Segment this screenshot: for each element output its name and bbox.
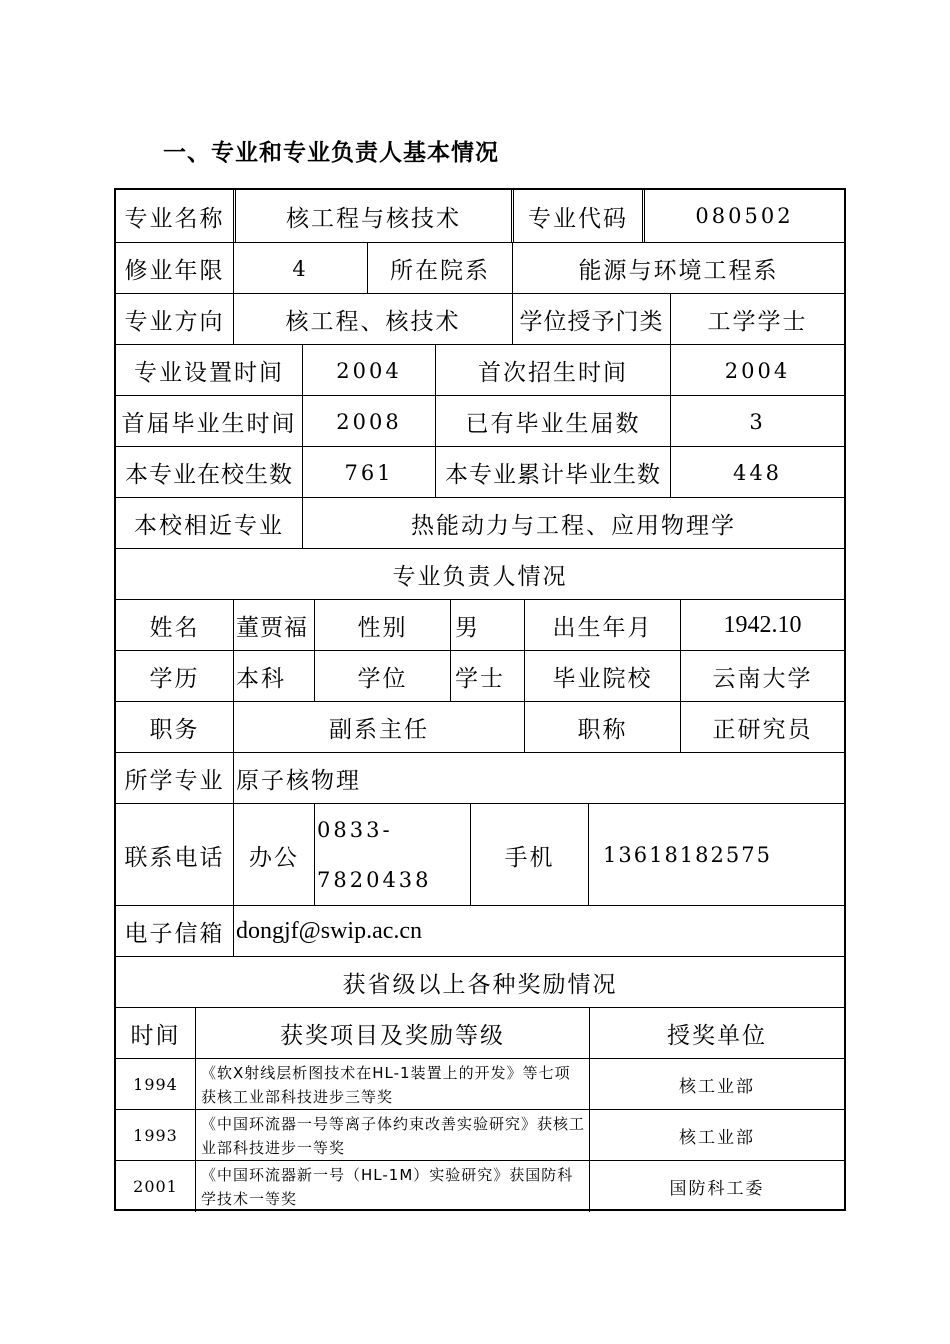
office-phone-line2: 7820438 bbox=[317, 868, 432, 892]
awards-header-row bbox=[116, 1007, 844, 1059]
field-label: 所学专业 bbox=[124, 768, 225, 794]
row-first-grad bbox=[116, 395, 844, 447]
field-value: 原子核物理 bbox=[233, 753, 844, 804]
degree-cat-label: 学位授予门类 bbox=[512, 294, 670, 345]
office-phone-value bbox=[314, 804, 470, 906]
page-title: 一、专业和专业负责人基本情况 bbox=[163, 140, 499, 166]
award-year: 2001 bbox=[133, 1177, 178, 1196]
row-leader-field bbox=[116, 752, 844, 804]
birth-label: 出生年月 bbox=[524, 600, 680, 651]
degree-value: 学士 bbox=[450, 651, 524, 702]
awards-header-item: 获奖项目及奖励等级 bbox=[195, 1008, 589, 1059]
phone-label: 联系电话 bbox=[124, 844, 225, 871]
awards-header-time: 时间 bbox=[130, 1023, 181, 1049]
gender-label: 性别 bbox=[314, 600, 450, 651]
email-label: 电子信箱 bbox=[124, 921, 225, 947]
birth-value: 1942.10 bbox=[680, 600, 844, 651]
award-row bbox=[116, 1058, 844, 1110]
edu-label: 学历 bbox=[149, 666, 200, 692]
degree-label: 学位 bbox=[314, 651, 450, 702]
first-grad-label: 首届毕业生时间 bbox=[121, 411, 297, 437]
school-label: 毕业院校 bbox=[524, 651, 680, 702]
awards-header-unit: 授奖单位 bbox=[589, 1008, 844, 1059]
row-direction-degree bbox=[116, 293, 844, 345]
office-phone-line1: 0833- bbox=[317, 818, 393, 842]
leader-section-header bbox=[116, 548, 844, 600]
award-unit: 核工业部 bbox=[589, 1110, 844, 1161]
dept-value: 能源与环境工程系 bbox=[512, 243, 844, 294]
total-grads-value: 448 bbox=[670, 447, 844, 498]
first-grad-value: 2008 bbox=[302, 396, 435, 447]
row-leader-post bbox=[116, 701, 844, 753]
setup-value: 2004 bbox=[302, 345, 435, 396]
related-label: 本校相近专业 bbox=[134, 513, 284, 539]
degree-cat-value: 工学学士 bbox=[670, 294, 844, 345]
leader-section-title: 专业负责人情况 bbox=[392, 564, 568, 590]
leader-name-value: 董贾福 bbox=[233, 600, 314, 651]
row-leader-phone bbox=[116, 803, 844, 906]
awards-section-header bbox=[116, 956, 844, 1008]
award-year: 1993 bbox=[133, 1126, 178, 1145]
direction-value: 核工程、核技术 bbox=[233, 294, 512, 345]
row-name-code bbox=[116, 190, 844, 242]
related-value: 热能动力与工程、应用物理学 bbox=[302, 498, 844, 549]
award-year: 1994 bbox=[133, 1075, 178, 1094]
school-value: 云南大学 bbox=[680, 651, 844, 702]
years-value: 4 bbox=[233, 243, 367, 294]
major-name-value: 核工程与核技术 bbox=[233, 190, 511, 242]
title-label: 职称 bbox=[524, 702, 680, 753]
info-table bbox=[114, 188, 846, 1211]
gender-value: 男 bbox=[450, 600, 524, 651]
row-leader-name bbox=[116, 599, 844, 651]
email-value: dongjf@swip.ac.cn bbox=[233, 906, 844, 957]
row-students bbox=[116, 446, 844, 498]
setup-label: 专业设置时间 bbox=[134, 360, 284, 386]
mobile-value: 13618182575 bbox=[588, 804, 844, 906]
mobile-label: 手机 bbox=[470, 804, 588, 906]
award-item: 《中国环流器新一号（HL-1M）实验研究》获国防科学技术一等奖 bbox=[195, 1161, 589, 1212]
major-code-value: 080502 bbox=[642, 190, 844, 242]
post-label: 职务 bbox=[149, 717, 200, 743]
award-row bbox=[116, 1109, 844, 1161]
dept-label: 所在院系 bbox=[367, 243, 512, 294]
awards-section-title: 获省级以上各种奖励情况 bbox=[342, 972, 618, 998]
award-row bbox=[116, 1160, 844, 1212]
grad-batches-value: 3 bbox=[670, 396, 844, 447]
first-enroll-label: 首次招生时间 bbox=[435, 345, 670, 396]
edu-value: 本科 bbox=[233, 651, 314, 702]
office-label: 办公 bbox=[233, 804, 314, 906]
students-label: 本专业在校生数 bbox=[125, 462, 293, 488]
first-enroll-value: 2004 bbox=[670, 345, 844, 396]
row-leader-email bbox=[116, 905, 844, 957]
students-value: 761 bbox=[302, 447, 435, 498]
award-item: 《中国环流器一号等离子体约束改善实验研究》获核工业部科技进步一等奖 bbox=[195, 1110, 589, 1161]
row-years-dept bbox=[116, 242, 844, 294]
direction-label: 专业方向 bbox=[124, 309, 225, 335]
row-setup-enroll bbox=[116, 344, 844, 396]
major-name-label: 专业名称 bbox=[124, 205, 225, 232]
major-code-label: 专业代码 bbox=[511, 190, 642, 242]
years-label: 修业年限 bbox=[124, 258, 225, 284]
title-value: 正研究员 bbox=[680, 702, 844, 753]
award-unit: 国防科工委 bbox=[589, 1161, 844, 1212]
total-grads-label: 本专业累计毕业生数 bbox=[435, 447, 670, 498]
row-leader-edu bbox=[116, 650, 844, 702]
award-item: 《软X射线层析图技术在HL-1装置上的开发》等七项获核工业部科技进步三等奖 bbox=[195, 1059, 589, 1110]
award-unit: 核工业部 bbox=[589, 1059, 844, 1110]
leader-name-label: 姓名 bbox=[149, 615, 200, 641]
grad-batches-label: 已有毕业生届数 bbox=[435, 396, 670, 447]
post-value: 副系主任 bbox=[233, 702, 524, 753]
row-related bbox=[116, 497, 844, 549]
